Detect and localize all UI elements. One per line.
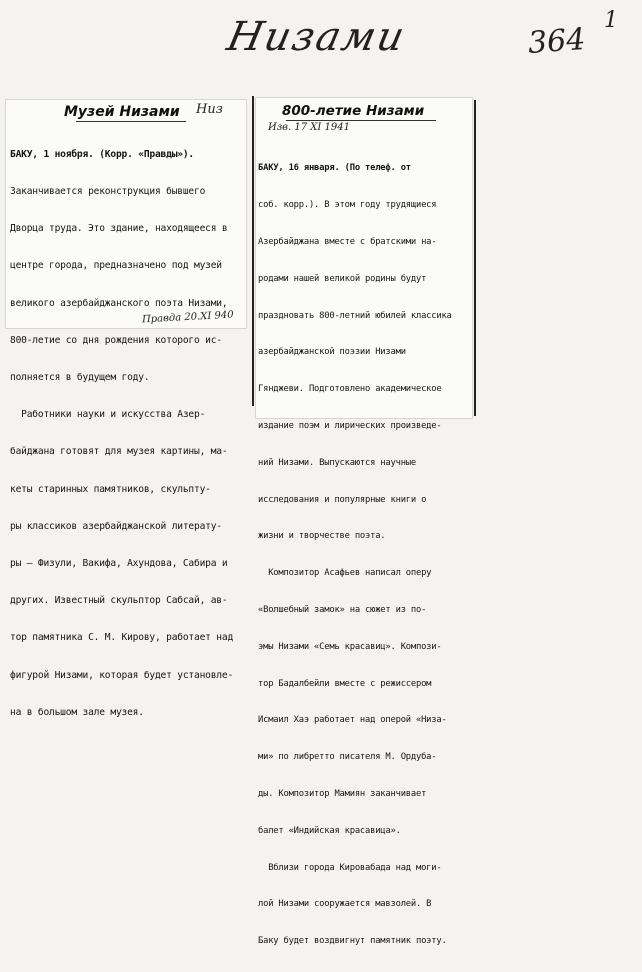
right-margin-mark xyxy=(474,100,476,416)
text-line: жизни и творчестве поэта. xyxy=(258,531,386,542)
text-line: «Волшебный замок» на сюжет из по- xyxy=(258,604,427,615)
text-line: байджана готовят для музея картины, ма- xyxy=(10,446,228,458)
text-line: балет «Индийская красавица». xyxy=(258,825,401,836)
text-line: ры — Физули, Вакифа, Ахундова, Сабира и xyxy=(10,558,228,570)
left-headline-rule xyxy=(76,121,186,122)
text-line: азербайджанской поэзии Низами xyxy=(258,347,406,358)
text-line: лой Низами сооружается мавзолей. В xyxy=(258,899,432,910)
text-line: Гянджеви. Подготовлено академическое xyxy=(258,384,442,395)
text-line: полняется в будущем году. xyxy=(10,372,150,384)
right-clipping-headline: 800-летие Низами xyxy=(282,103,425,119)
text-line: великого азербайджанского поэта Низами, xyxy=(10,297,228,309)
left-clipping xyxy=(6,100,246,718)
text-line: соб. корр.). В этом году трудящиеся xyxy=(258,200,437,211)
text-line: исследования и популярные книги о xyxy=(258,494,427,505)
text-line: Исмаил Хаэ работает над оперой «Низа- xyxy=(258,715,447,726)
text-line: Дворца труда. Это здание, находящееся в xyxy=(10,223,228,235)
text-line: других. Известный скульптор Сабсай, ав- xyxy=(10,595,228,607)
text-line: БАКУ, 16 января. (По телеф. от xyxy=(258,163,411,174)
corner-number: 364 xyxy=(526,22,587,61)
text-line: Азербайджана вместе с братскими на- xyxy=(258,237,437,247)
right-clipping-body xyxy=(258,138,470,972)
text-line: родами нашей великой родины будут xyxy=(258,273,427,284)
text-line: ми» по либретто писателя М. Ордуба- xyxy=(258,752,437,763)
text-line: Баку будет воздвигнут памятник поэту. xyxy=(258,936,447,947)
corner-mark: 1 xyxy=(604,8,618,33)
text-line: Работники науки и искусства Азер- xyxy=(10,409,206,421)
text-line: праздновать 800-летний юбилей классика xyxy=(258,310,452,321)
text-line: издание поэм и лирических произведе- xyxy=(258,420,442,431)
text-line: на в большом зале музея. xyxy=(10,706,144,718)
right-clipping-handwritten-date: Изв. 17 XI 1941 xyxy=(268,122,350,133)
right-clipping xyxy=(256,98,472,947)
text-line: 800-летие со дня рождения которого ис- xyxy=(10,334,222,346)
text-line: Композитор Асафьев написал оперу xyxy=(258,568,432,579)
text-line: Вблизи города Кировабада над моги- xyxy=(258,862,442,873)
text-line: центре города, предназначено под музей xyxy=(10,260,222,272)
text-line: эмы Низами «Семь красавиц». Компози- xyxy=(258,641,442,652)
text-line: БАКУ, 1 ноября. (Корр. «Правды»). xyxy=(10,148,195,160)
left-clipping-handwritten-date: Правда 20.XI 940 xyxy=(141,309,234,326)
left-clipping-headline: Музей Низами xyxy=(64,104,180,120)
text-line: тор Бадалбейли вместе с режиссером xyxy=(258,678,432,689)
text-line: ды. Композитор Мамиян заканчивает xyxy=(258,788,427,799)
text-line: тор памятника С. М. Кирову, работает над xyxy=(10,632,234,644)
text-line: ры классиков азербайджанской литерату- xyxy=(10,520,222,532)
left-clipping-handwritten-note: Низ xyxy=(196,102,223,117)
text-line: ний Низами. Выпускаются научные xyxy=(258,457,416,468)
column-divider xyxy=(252,96,254,406)
handwritten-title: Низами xyxy=(223,14,411,60)
text-line: фигурой Низами, которая будет установле- xyxy=(10,669,234,681)
right-headline-rule xyxy=(286,120,436,121)
text-line: Заканчивается реконструкция бывшего xyxy=(10,186,206,198)
left-clipping-body xyxy=(10,124,242,744)
text-line: кеты старинных памятников, скульпту- xyxy=(10,483,211,495)
